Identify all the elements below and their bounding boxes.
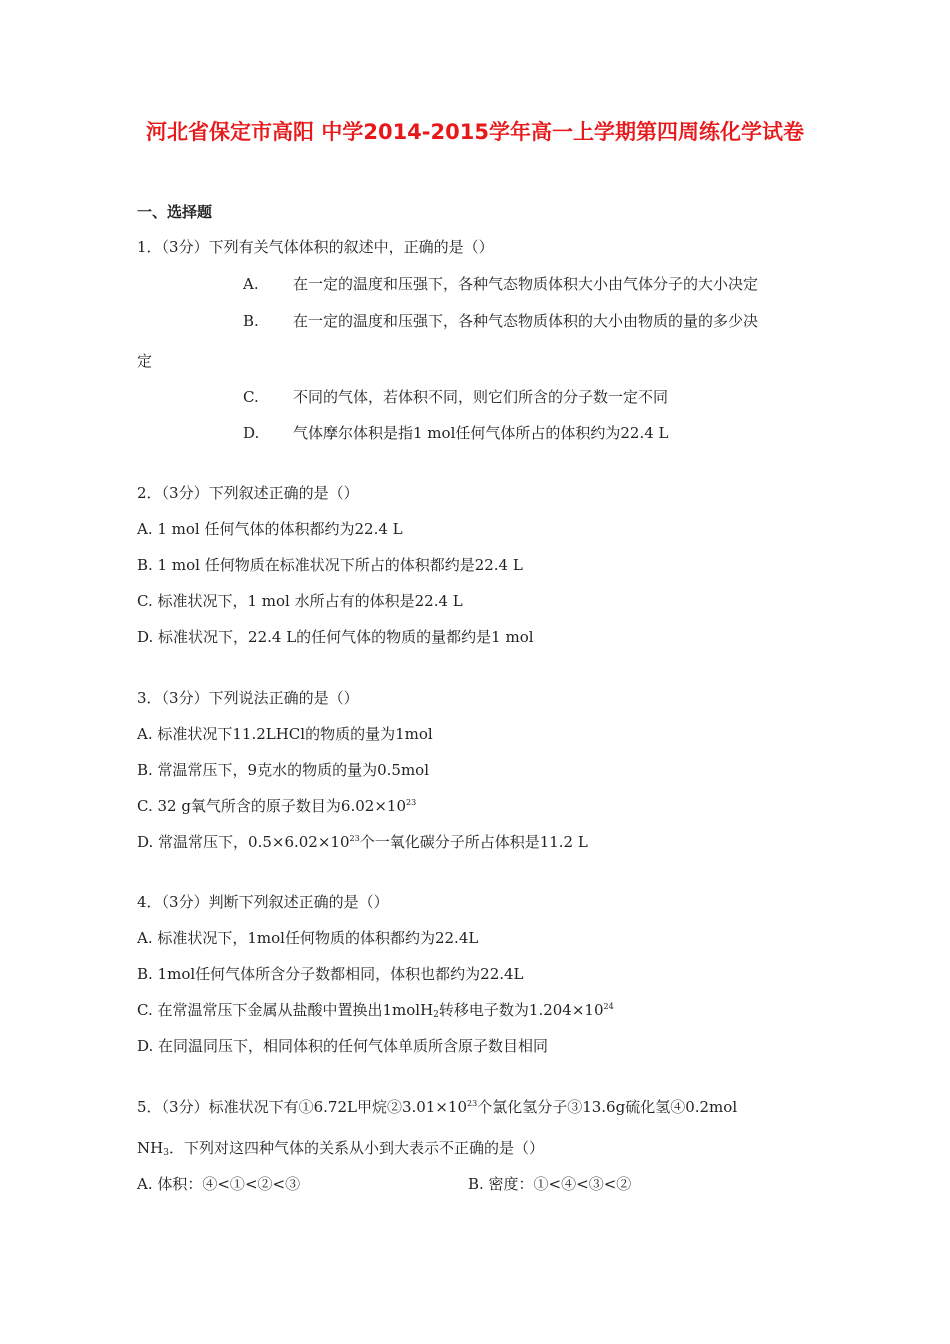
q2-option-d: D. 标准状况下，22.4 L的任何气体的物质的量都约是1 mol [137,628,534,646]
question-1-stem: 1．（3分）下列有关气体体积的叙述中，正确的是（） [137,238,494,256]
q5-formula-text: NH [137,1139,164,1157]
q5-stem-text: 5．（3分）标准状况下有①6.72L甲烷②3.01×10 [137,1098,468,1116]
page-title: 河北省保定市高阳 中学2014-2015学年高一上学期第四周练化学试卷 [146,120,804,144]
q1-option-b-continuation: 定 [137,352,153,370]
question-3-stem: 3．（3分）下列说法正确的是（） [137,689,359,707]
q4-option-d: D. 在同温同压下，相同体积的任何气体单质所含原子数目相同 [137,1037,549,1055]
question-2-stem: 2．（3分）下列叙述正确的是（） [137,484,359,502]
q1-option-c-text: 不同的气体，若体积不同，则它们所含的分子数一定不同 [293,388,669,406]
q3-option-a: A. 标准状况下11.2LHCl的物质的量为1mol [137,725,433,743]
q2-option-c: C. 标准状况下，1 mol 水所占有的体积是22.4 L [137,592,463,610]
q4-option-c-text-mid: 转移电子数为1.204×10 [438,1001,604,1019]
question-4-stem: 4．（3分）判断下列叙述正确的是（） [137,893,389,911]
q3-option-d [137,832,588,852]
q3-option-c-text: C. 32 g氧气所含的原子数目为6.02×10 [137,797,406,815]
q5-line-2-text: ．下列对这四种气体的关系从小到大表示不正确的是（） [168,1139,544,1157]
q3-option-d-text: D. 常温常压下，0.5×6.02×10 [137,833,350,851]
q4-option-c [137,1000,614,1020]
q4-option-a: A. 标准状况下，1mol任何物质的体积都约为22.4L [137,929,479,947]
q2-option-a: A. 1 mol 任何气体的体积都约为22.4 L [137,520,403,538]
q1-option-a-text: 在一定的温度和压强下，各种气态物质体积大小由气体分子的大小决定 [293,275,759,293]
q1-option-c-label: C. [243,388,259,406]
q1-option-b-label: B. [243,312,259,330]
q4-option-c-text: C. 在常温常压下金属从盐酸中置换出1molH [137,1001,434,1019]
q1-option-a-label: A. [243,275,259,293]
q3-option-d-exponent: 23 [349,834,360,843]
q3-option-c-exponent: 23 [406,798,417,807]
q4-option-b: B. 1mol任何气体所含分子数都相同，体积也都约为22.4L [137,965,524,983]
q2-option-b: B. 1 mol 任何物质在标准状况下所占的体积都约是22.4 L [137,556,523,574]
q1-option-b-text: 在一定的温度和压强下，各种气态物质体积的大小由物质的量的多少决 [293,312,759,330]
question-5-stem [137,1097,737,1117]
q3-option-b: B. 常温常压下，9克水的物质的量为0.5mol [137,761,430,779]
section-heading: 一、选择题 [137,203,213,221]
question-5-stem-line-2 [137,1138,544,1158]
q1-option-d-label: D. [243,424,260,442]
q5-option-b: B. 密度：①<④<③<② [468,1175,632,1193]
q5-option-a: A. 体积：④<①<②<③ [137,1175,301,1193]
q5-stem-exponent: 23 [467,1099,478,1108]
q1-option-d-text: 气体摩尔体积是指1 mol任何气体所占的体积约为22.4 L [293,424,669,442]
q3-option-d-text-end: 个一氧化碳分子所占体积是11.2 L [359,833,588,851]
q5-stem-text-end: 个氯化氢分子③13.6g硫化氢④0.2mol [477,1098,738,1116]
q4-option-c-subscript: 2 [433,1010,439,1020]
q4-option-c-exponent: 24 [603,1002,614,1011]
q5-formula-subscript: 3 [163,1148,169,1158]
q3-option-c [137,796,416,816]
